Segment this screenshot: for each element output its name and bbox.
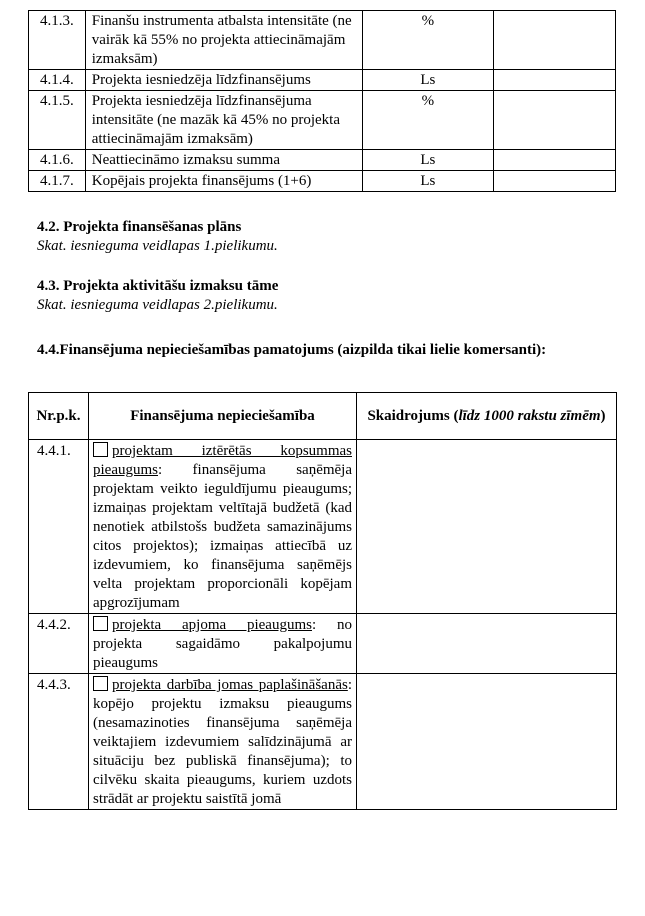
row-number: 4.4.3. xyxy=(29,674,89,810)
need-underlined: projektam iztērētās kopsummas pieaugums xyxy=(93,443,352,478)
row-description: Neattiecināmo izmaksu summa xyxy=(85,150,362,171)
need-cell xyxy=(89,674,357,810)
row-number: 4.4.1. xyxy=(29,440,89,614)
section-4-4-title: 4.4.Finansējuma nepieciešamības pamatojums (aizpilda tikai lielie komersanti): xyxy=(37,342,547,358)
row-unit: Ls xyxy=(362,171,493,192)
section-title: 4.2. Projekta finansēšanas plāns xyxy=(37,219,242,235)
table-row xyxy=(29,11,616,70)
table-row xyxy=(29,674,617,810)
row-value-cell[interactable] xyxy=(493,11,615,70)
section-title: 4.3. Projekta aktivitāšu izmaksu tāme xyxy=(37,278,279,294)
explanation-cell[interactable] xyxy=(357,674,617,810)
section-note: Skat. iesnieguma veidlapas 1.pielikumu. xyxy=(37,238,278,254)
row-unit: % xyxy=(362,11,493,70)
need-text: : finansējuma saņēmēja projektam veikto ieguldījumu pieaugums; izmaiņas projektam veltītajā budžetā (kad nenotiek atbilstošs budžeta samazinājums citos projektos); izmaiņas attiecībā uz izdevumiem, ko finansējuma saņēmējs velta projektam proporcionāli kopējam apgrozījumam xyxy=(93,462,352,611)
explanation-cell[interactable] xyxy=(357,440,617,614)
table-row xyxy=(29,440,617,614)
row-value-cell[interactable] xyxy=(493,91,615,150)
row-value-cell[interactable] xyxy=(493,171,615,192)
section-4-2 xyxy=(37,218,615,256)
checkbox[interactable] xyxy=(93,616,108,631)
need-underlined: projekta apjoma pieaugums xyxy=(112,617,312,633)
section-4-3 xyxy=(37,277,615,315)
table-header-row xyxy=(29,393,617,440)
row-number: 4.1.4. xyxy=(29,70,86,91)
section-note: Skat. iesnieguma veidlapas 2.pielikumu. xyxy=(37,297,278,313)
table-row xyxy=(29,91,616,150)
funding-summary-table xyxy=(28,10,616,192)
checkbox[interactable] xyxy=(93,676,108,691)
header-explanation: Skaidrojums (līdz 1000 rakstu zīmēm) xyxy=(357,393,617,440)
need-text: : kopējo projektu izmaksu pieaugums (nesamazinoties finansējuma saņēmēja veiktajiem izdevumiem salīdzinājumā ar situāciju bez publiskā finansējuma); to cilvēku skaita pieaugums, kuriem uzdots strādāt ar projektu saistītā jomā xyxy=(93,677,352,807)
row-number: 4.4.2. xyxy=(29,614,89,674)
row-number: 4.1.5. xyxy=(29,91,86,150)
checkbox[interactable] xyxy=(93,442,108,457)
row-unit: Ls xyxy=(362,70,493,91)
table-row xyxy=(29,150,616,171)
row-value-cell[interactable] xyxy=(493,70,615,91)
row-description: Projekta iesniedzēja līdzfinansējuma intensitāte (ne mazāk kā 45% no projekta attiecināmajām izmaksām) xyxy=(85,91,362,150)
need-cell xyxy=(89,440,357,614)
need-text: : no projekta sagaidāmo pakalpojumu pieaugums xyxy=(93,617,352,671)
explanation-cell[interactable] xyxy=(357,614,617,674)
row-number: 4.1.3. xyxy=(29,11,86,70)
row-unit: % xyxy=(362,91,493,150)
header-nr: Nr.p.k. xyxy=(29,393,89,440)
row-description: Projekta iesniedzēja līdzfinansējums xyxy=(85,70,362,91)
row-unit: Ls xyxy=(362,150,493,171)
table-row xyxy=(29,70,616,91)
row-value-cell[interactable] xyxy=(493,150,615,171)
need-cell xyxy=(89,614,357,674)
row-description: Finanšu instrumenta atbalsta intensitāte (ne vairāk kā 55% no projekta attiecināmajām izmaksām) xyxy=(85,11,362,70)
table-row xyxy=(29,614,617,674)
row-number: 4.1.6. xyxy=(29,150,86,171)
row-description: Kopējais projekta finansējums (1+6) xyxy=(85,171,362,192)
table-row xyxy=(29,171,616,192)
row-number: 4.1.7. xyxy=(29,171,86,192)
need-underlined: projekta darbība jomas paplašināšanās xyxy=(112,677,348,693)
header-need: Finansējuma nepieciešamība xyxy=(89,393,357,440)
funding-need-table xyxy=(28,392,617,810)
